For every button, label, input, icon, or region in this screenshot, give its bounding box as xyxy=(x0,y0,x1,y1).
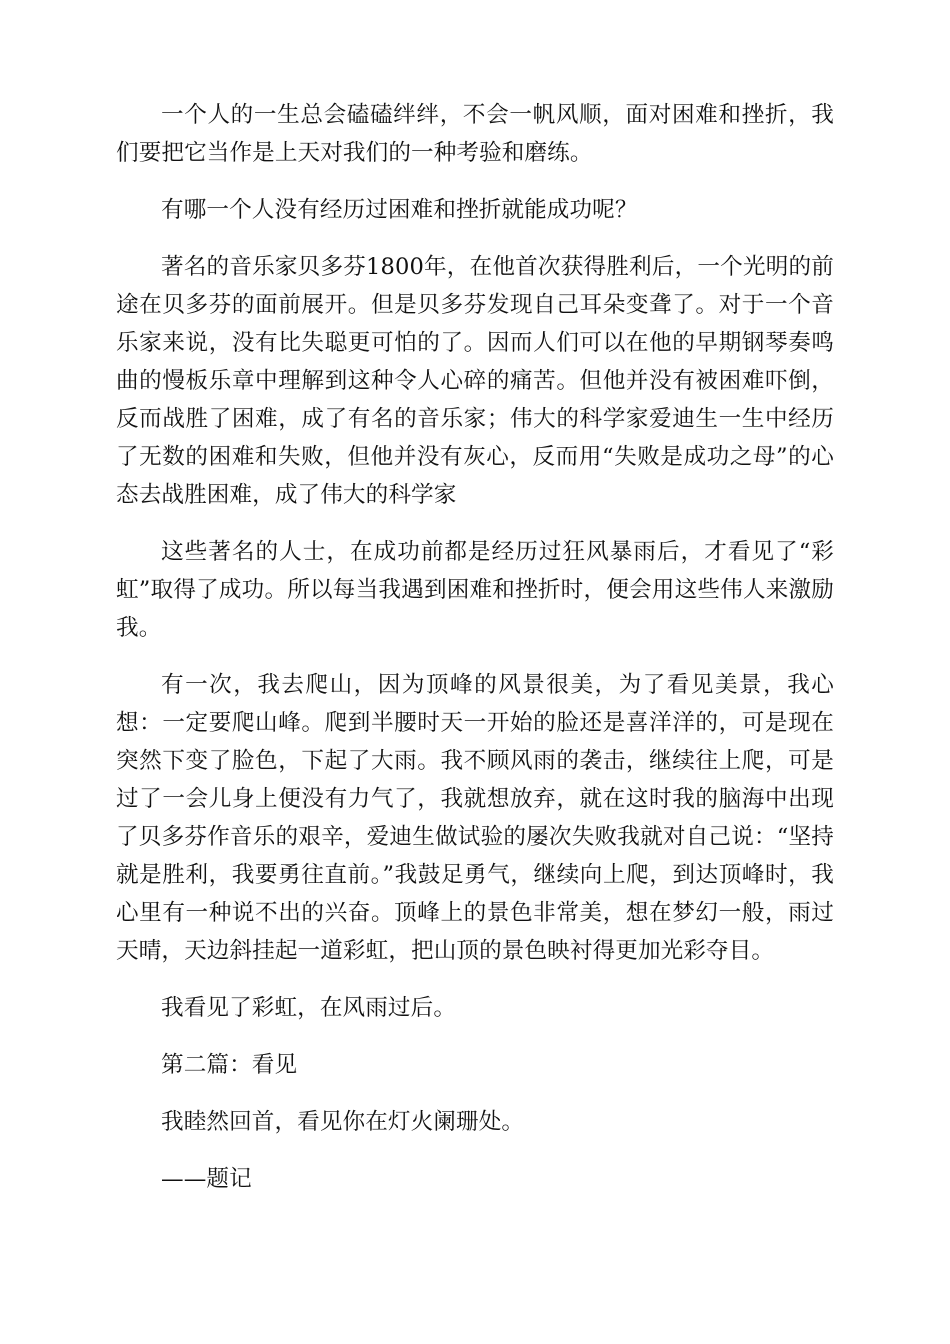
paragraph-1: 一个人的一生总会磕磕绊绊，不会一帆风顺，面对困难和挫折，我们要把它当作是上天对我们的一种考验和磨练。 xyxy=(116,102,834,166)
epigraph-line: 我睦然回首，看见你在灯火阑珊处。 xyxy=(161,1109,525,1135)
paragraph-6: 我看见了彩虹，在风雨过后。 xyxy=(161,995,457,1021)
paragraph-2: 有哪一个人没有经历过困难和挫折就能成功呢？ xyxy=(161,197,638,223)
document-page xyxy=(116,96,834,1217)
paragraph-4: 这些著名的人士，在成功前都是经历过狂风暴雨后，才看见了“彩虹”取得了成功。所以每当我遇到困难和挫折时，便会用这些伟人来激励我。 xyxy=(116,539,834,641)
epigraph-attribution: ——题记 xyxy=(161,1166,252,1192)
paragraph-3: 著名的音乐家贝多芬1800年，在他首次获得胜利后，一个光明的前途在贝多芬的面前展开。但是贝多芬发现自己耳朵变聋了。对于一个音乐家来说，没有比失聪更可怕的了。因而人们可以在他的早期钢琴奏鸣曲的慢板乐章中理解到这种令人心碎的痛苦。但他并没有被困难吓倒，反而战胜了困难，成了有名的音乐家；伟大的科学家爱迪生一生中经历了无数的困难和失败，但他并没有灰心，反而用“失败是成功之母”的心态去战胜困难，成了伟大的科学家 xyxy=(116,254,834,508)
paragraph-5: 有一次，我去爬山，因为顶峰的风景很美，为了看见美景，我心想：一定要爬山峰。爬到半腰时天一开始的脸还是喜洋洋的，可是现在突然下变了脸色，下起了大雨。我不顾风雨的袭击，继续往上爬，可是过了一会儿身上便没有力气了，我就想放弃，就在这时我的脑海中出现了贝多芬作音乐的艰辛，爱迪生做试验的屡次失败我就对自己说：“坚持就是胜利，我要勇往直前。”我鼓足勇气，继续向上爬，到达顶峰时，我心里有一种说不出的兴奋。顶峰上的景色非常美，想在梦幻一般，雨过天晴，天边斜挂起一道彩虹，把山顶的景色映衬得更加光彩夺目。 xyxy=(116,672,834,964)
section-heading: 第二篇：看见 xyxy=(161,1052,298,1078)
